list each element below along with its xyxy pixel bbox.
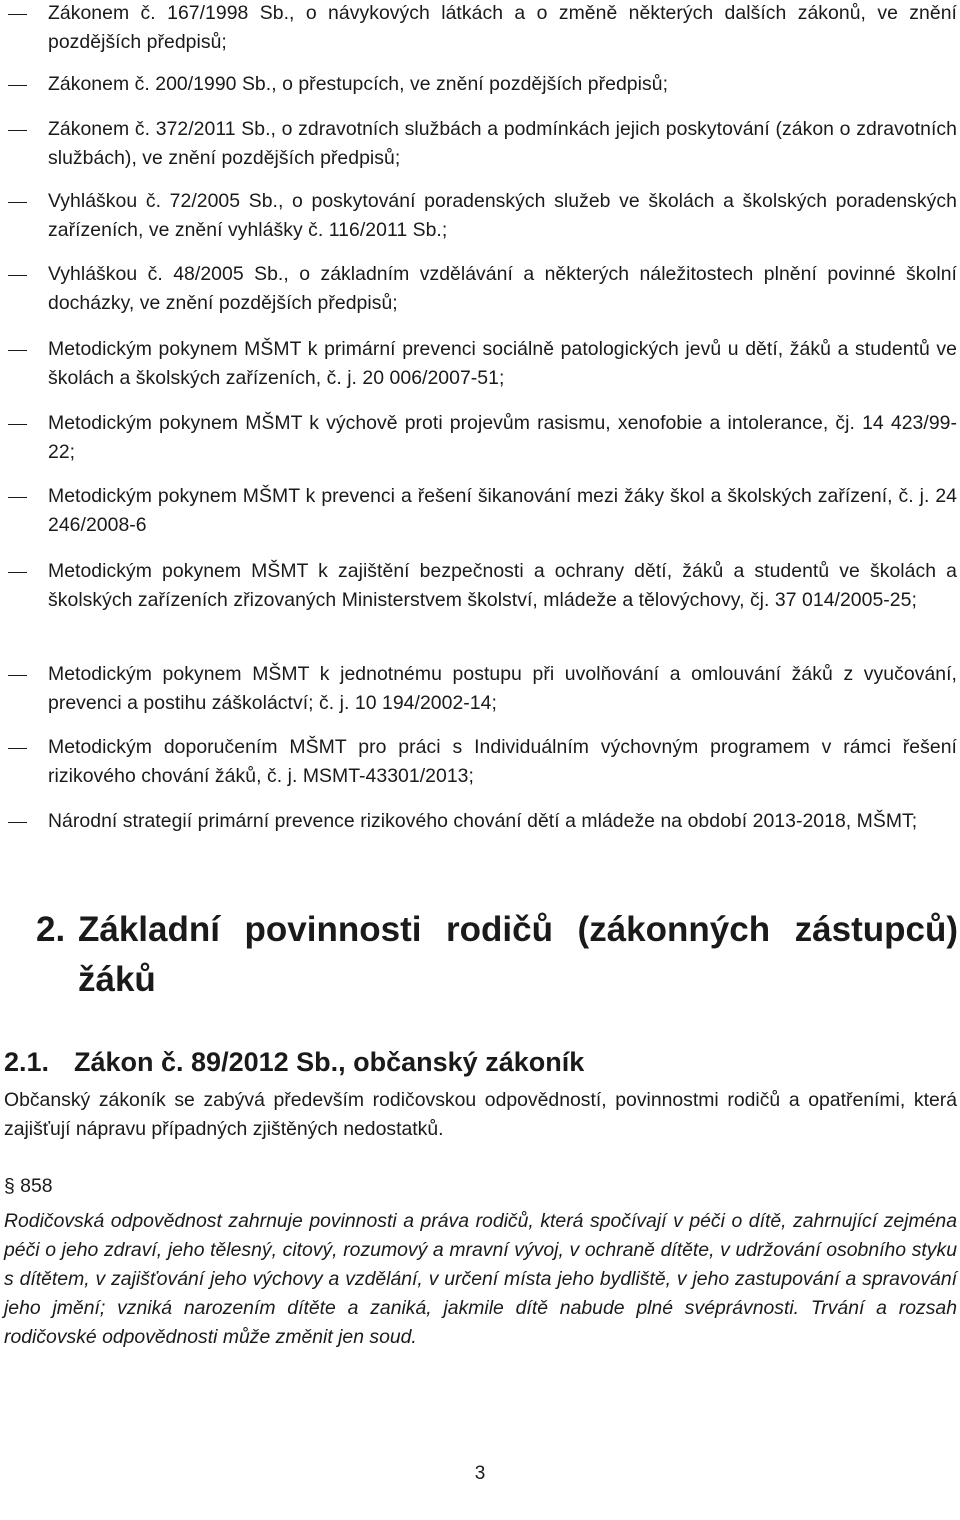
list-item-text: Metodickým pokynem MŠMT k jednotnému postupu při uvolňování a omlouvání žáků z vyučování, prevenci a postihu záškoláctví; č. j. 10 194/2002-14; bbox=[48, 663, 957, 714]
dash-bullet bbox=[8, 748, 27, 749]
list-item-text: Metodickým pokynem MŠMT k zajištění bezpečnosti a ochrany dětí, žáků a studentů ve školách a školských zařízeních zřizovaných Ministerstvem školství, mládeže a tělovýchovy, čj. 37 014/2005-25; bbox=[48, 560, 957, 611]
dash-bullet bbox=[8, 14, 27, 15]
dash-bullet bbox=[8, 350, 27, 351]
dash-bullet bbox=[8, 275, 27, 276]
list-item-text: Vyhláškou č. 72/2005 Sb., o poskytování poradenských služeb ve školách a školských poradenských zařízeních, ve znění vyhlášky č. 116/2011 Sb.; bbox=[48, 190, 957, 241]
section-heading-number: 2. bbox=[36, 910, 66, 949]
dash-bullet bbox=[8, 424, 27, 425]
page-number: 3 bbox=[474, 1463, 486, 1484]
list-item-text: Zákonem č. 200/1990 Sb., o přestupcích, ve znění pozdějších předpisů; bbox=[48, 73, 669, 95]
dash-bullet bbox=[8, 497, 27, 498]
intro-paragraph: Občanský zákoník se zabývá především rodičovskou odpovědností, povinnostmi rodičů a opatřeními, která zajišťují nápravu případných zjištěných nedostatků. bbox=[4, 1089, 957, 1140]
dash-bullet bbox=[8, 822, 27, 823]
list-item-text: Vyhláškou č. 48/2005 Sb., o základním vzdělávání a některých náležitostech plnění povinné školní docházky, ve znění pozdějších předpisů; bbox=[48, 263, 957, 314]
dash-bullet bbox=[8, 130, 27, 131]
subsection-heading-text: Zákon č. 89/2012 Sb., občanský zákoník bbox=[74, 1047, 585, 1077]
list-item-text: Metodickým doporučením MŠMT pro práci s Individuálním výchovným programem v rámci řešení rizikového chování žáků, č. j. MSMT-43301/2013; bbox=[48, 736, 957, 787]
section-mark: § 858 bbox=[4, 1175, 53, 1197]
subsection-heading-number: 2.1. bbox=[4, 1047, 50, 1077]
list-item-text: Metodickým pokynem MŠMT k prevenci a řešení šikanování mezi žáky škol a školských zařízení, č. j. 24 246/2008-6 bbox=[48, 485, 957, 536]
list-item-text: Národní strategií primární prevence rizikového chování dětí a mládeže na období 2013-2018, MŠMT; bbox=[48, 810, 918, 832]
dash-bullet bbox=[8, 572, 27, 573]
dash-bullet bbox=[8, 85, 27, 86]
dash-bullet bbox=[8, 202, 27, 203]
section-heading-text: Základní povinnosti rodičů (zákonných zástupců) žáků bbox=[78, 910, 958, 999]
quote-paragraph: Rodičovská odpovědnost zahrnuje povinnosti a práva rodičů, která spočívají v péči o dítě, zahrnující zejména péči o jeho zdraví, jeho tělesný, citový, rozumový a mravní vývoj, v ochraně dítěte, v udržování osobního styku s dítětem, v zajišťování jeho výchovy a vzdělání, v určení místa jeho bydliště, v jeho zastupování a spravování jeho jmění; vzniká narozením dítěte a zaniká, jakmile dítě nabude plné svéprávnosti. Trvání a rozsah rodičovské odpovědnosti může změnit jen soud. bbox=[4, 1210, 957, 1348]
dash-bullet bbox=[8, 675, 27, 676]
list-item-text: Zákonem č. 167/1998 Sb., o návykových látkách a o změně některých dalších zákonů, ve znění pozdějších předpisů; bbox=[48, 2, 957, 53]
list-item-text: Metodickým pokynem MŠMT k výchově proti projevům rasismu, xenofobie a intolerance, čj. 14 423/99-22; bbox=[48, 412, 957, 463]
list-item-text: Metodickým pokynem MŠMT k primární prevenci sociálně patologických jevů u dětí, žáků a studentů ve školách a školských zařízeních, č. j. 20 006/2007-51; bbox=[48, 338, 957, 389]
list-item-text: Zákonem č. 372/2011 Sb., o zdravotních službách a podmínkách jejich poskytování (zákon o zdravotních službách), ve znění pozdějších předpisů; bbox=[48, 118, 957, 169]
